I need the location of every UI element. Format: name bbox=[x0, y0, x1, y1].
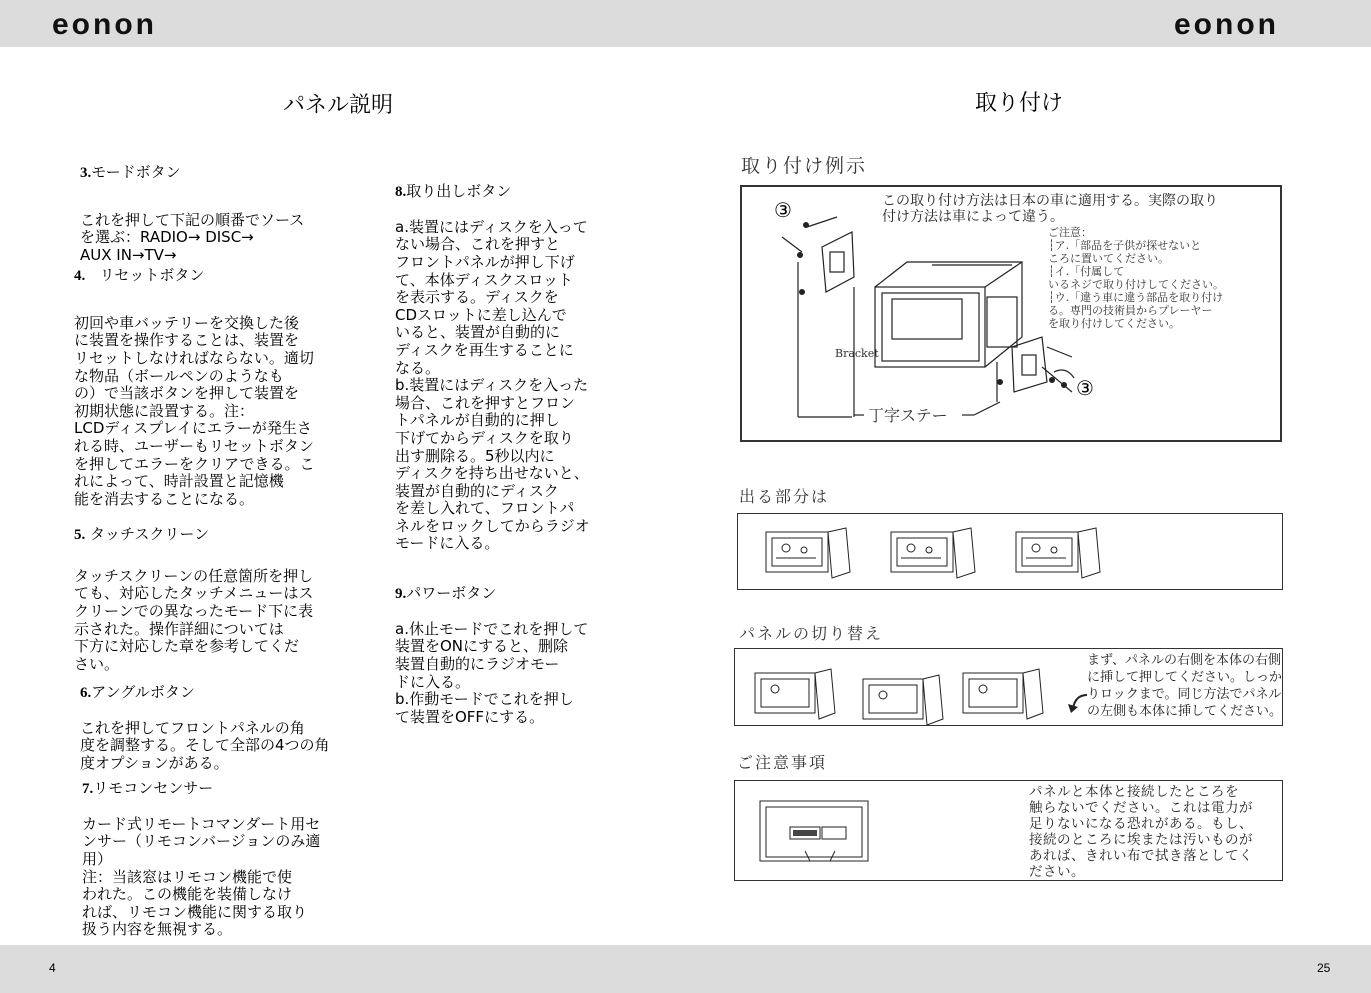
section-heading: モードボタン bbox=[91, 162, 181, 181]
page-number-left: 4 bbox=[49, 961, 56, 975]
page-number-right: 25 bbox=[1317, 961, 1331, 975]
footer-band bbox=[0, 945, 1371, 993]
install-example-heading: 取り付け例示 bbox=[741, 155, 868, 177]
section-body: 初回や車バッテリーを交換した後 に装置を操作することは、装置を リセットしなければならない。適切 な物品（ボールペンのようなも の）で当該ボタンを押して装置を 初期状態に設置する。注： LCDディスプレイにエラーが発生さ れる時、ユーザーもリセットボタン を押してエラーをクリアできる。こ れによって、時計設置と記憶機 能を消去することになる。 bbox=[74, 313, 315, 508]
section-body: タッチスクリーンの任意箇所を押し ても、対応したタッチメニューはス クリーンでの異なったモード下に表 示された。操作詳細については 下方に対応した章を参考してくだ さい。 bbox=[74, 566, 314, 673]
section-mode-button bbox=[80, 146, 340, 265]
section-body: カード式リモートコマンダート用セ ンサー（リモコンバージョンのみ適 用） 注：当該窓はリモコン機能で使 われた。この機能を装備しなけ れば、リモコン機能に関する取り 扱う内容を無視する。 bbox=[82, 814, 321, 939]
section-body: これを押して下記の順番でソース を選ぶ：RADIO→ DISC→ AUX IN→TV→ bbox=[80, 210, 305, 264]
section-number: 8. bbox=[395, 183, 407, 200]
brand-logo-left: eonon bbox=[52, 8, 157, 41]
caution-illustration bbox=[735, 781, 1029, 880]
install-note-small: ご注意： ┆ア.「部品を子供が探せないと ころに置いてください。 ┆イ.「付属して いるネジで取り付けしてください。 ┆ウ.「違う車に違う部品を取り付け る。専門の技術員からプレーヤー を取り付けしてください。 bbox=[1048, 226, 1224, 330]
section-number: 9. bbox=[395, 585, 407, 602]
section-touch-screen bbox=[74, 508, 359, 673]
panel-switch-box bbox=[734, 648, 1283, 726]
section-power-button bbox=[395, 567, 635, 726]
section-number: 7. bbox=[82, 780, 94, 797]
brand-logo-right: eonon bbox=[1174, 8, 1279, 41]
section-heading: リモコンセンサー bbox=[93, 778, 214, 797]
page-title-panel: パネル説明 bbox=[283, 93, 394, 118]
caution-box bbox=[734, 780, 1283, 881]
parts-heading: 出る部分は bbox=[739, 487, 830, 506]
caution-heading: ご注意事項 bbox=[737, 753, 828, 772]
callout-3-top: ③ bbox=[774, 198, 792, 222]
section-body: a.休止モードでこれを押して 装置をONにすると、删除 装置自動的にラジオモー ドに入る。 b.作動モードでこれを押し て装置をOFFにする。 bbox=[395, 619, 589, 726]
panel-switch-illustrations bbox=[735, 649, 1087, 725]
t-stay-label: 丁字ステー bbox=[868, 406, 948, 425]
install-diagram-drawing bbox=[742, 187, 1280, 440]
section-number: 3. bbox=[80, 164, 92, 181]
section-eject-button bbox=[395, 165, 635, 553]
section-heading: タッチスクリーン bbox=[90, 524, 210, 543]
section-number: 4. bbox=[74, 267, 86, 284]
parts-illustrations bbox=[738, 514, 1282, 589]
header-band bbox=[0, 0, 1371, 47]
parts-box bbox=[737, 513, 1283, 590]
section-heading: リセットボタン bbox=[99, 265, 205, 284]
section-remote-sensor bbox=[82, 762, 362, 939]
section-heading: アングルボタン bbox=[91, 682, 195, 701]
install-note-main: この取り付け方法は日本の車に適用する。実際の取り 付け方法は車によって違う。 bbox=[882, 193, 1218, 225]
section-reset-button bbox=[74, 249, 359, 508]
page-title-install: 取り付け bbox=[975, 91, 1064, 116]
callout-3-bottom: ③ bbox=[1076, 376, 1094, 400]
section-body: a.装置にはディスクを入って ない場合、これを押すと フロントパネルが押し下げ て、本体ディスクスロット を表示する。ディスクを CDスロットに差し込んで いると、装置が自動的に ディスクを再生することに なる。 b.装置にはディスクを入った 場合、これを押すとフロン トパネルが自動的に押し 下げてからディスクを取り 出す删除る。5秒以内に ディスクを持ち出せないと、 装置が自動的にディスク を差し入れて、フロントパ ネルをロックしてからラジオ モードに入る。 bbox=[395, 217, 590, 553]
section-number: 6. bbox=[80, 684, 92, 701]
bracket-label: Bracket bbox=[835, 347, 879, 360]
panel-switch-heading: パネルの切り替え bbox=[739, 624, 884, 643]
install-diagram-box bbox=[740, 185, 1282, 442]
section-body: これを押してフロントパネルの角 度を調整する。そして全部の4つの角 度オプションがある。 bbox=[80, 718, 330, 772]
caution-text: パネルと本体と接続したところを 触らないでください。これは電力が 足りないになる恐れがある。もし、 接続のところに埃または汚いものが あれば、きれい布で拭き落としてく ださい。 bbox=[1029, 784, 1253, 880]
section-angle-button bbox=[80, 666, 370, 773]
panel-switch-text: まず、パネルの右側を本体の右側 に挿して押してください。しっか りロックまで。同じ方法でパネル の左側も本体に挿してください。 bbox=[1087, 653, 1283, 719]
section-heading: 取り出しボタン bbox=[406, 181, 512, 200]
section-heading: パワーボタン bbox=[406, 583, 497, 602]
section-number: 5. bbox=[74, 526, 86, 543]
